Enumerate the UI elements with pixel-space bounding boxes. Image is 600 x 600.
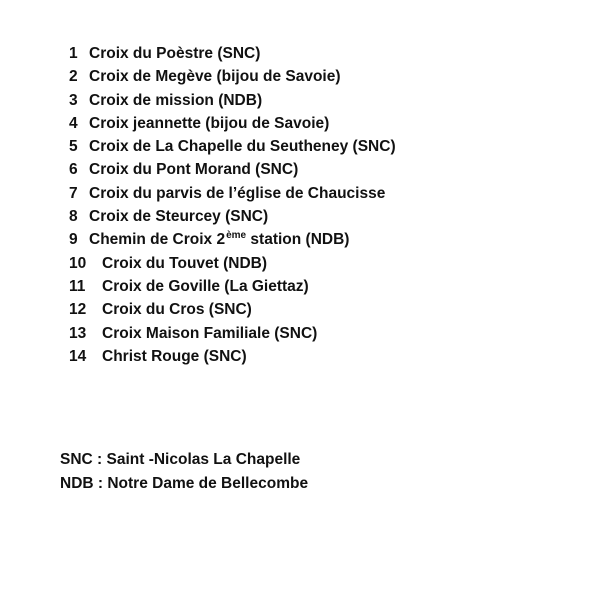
list-item-11: [69, 275, 396, 298]
item-number: 12: [69, 301, 87, 319]
cross-list: [69, 42, 396, 368]
list-item-5: [69, 135, 396, 158]
item-number: 9: [69, 231, 78, 249]
list-item-12: [69, 298, 396, 321]
item-number: 14: [69, 347, 87, 365]
list-item-10: [69, 252, 396, 275]
legend-snc: SNC : Saint -Nicolas La Chapelle: [60, 451, 301, 468]
item-number: 4: [69, 114, 78, 132]
item-number: 10: [69, 254, 87, 272]
list-item-13: [69, 322, 396, 345]
item-number: 6: [69, 161, 78, 179]
list-item-6: [69, 158, 396, 181]
list-item-3: [69, 89, 396, 112]
list-item-14: [69, 345, 396, 368]
legend-ndb: NDB : Notre Dame de Bellecombe: [60, 474, 309, 492]
item-text-after: station (NDB): [246, 231, 350, 249]
item-number: 8: [69, 208, 78, 226]
list-item-1: [69, 42, 396, 65]
list-item-2: [69, 65, 396, 88]
item-text-before: Chemin de Croix 2: [89, 231, 226, 249]
item-number: 5: [69, 138, 78, 156]
item-text: Christ Rouge (SNC): [102, 347, 247, 365]
list-item-4: [69, 112, 396, 135]
item-number: 3: [69, 91, 78, 109]
item-text: Croix Maison Familiale (SNC): [102, 324, 318, 342]
item-text: Croix de La Chapelle du Seutheney (SNC): [89, 138, 396, 156]
item-number: 7: [69, 184, 78, 202]
item-number: 13: [69, 324, 87, 342]
list-item-9: [69, 228, 396, 251]
list-item-8: [69, 205, 396, 228]
item-text: Croix de Megève (bijou de Savoie): [89, 68, 341, 86]
item-text: Croix de Steurcey (SNC): [89, 208, 269, 226]
item-text: Croix de mission (NDB): [89, 91, 263, 109]
item-number: 11: [69, 277, 86, 295]
item-text: Croix du Touvet (NDB): [102, 254, 268, 272]
list-item-7: [69, 182, 396, 205]
item-text: Croix du Cros (SNC): [102, 301, 252, 319]
item-text: Croix du Poèstre (SNC): [89, 45, 261, 62]
item-text: Croix du parvis de l’église de Chaucisse: [89, 184, 386, 202]
item-number: 1: [69, 45, 78, 62]
item-text: Croix jeannette (bijou de Savoie): [89, 114, 330, 132]
item-superscript: ème: [226, 230, 247, 242]
item-number: 2: [69, 68, 78, 86]
abbreviation-legend: [60, 448, 308, 495]
item-text: Croix du Pont Morand (SNC): [89, 161, 299, 179]
item-text: Croix de Goville (La Giettaz): [102, 277, 309, 295]
